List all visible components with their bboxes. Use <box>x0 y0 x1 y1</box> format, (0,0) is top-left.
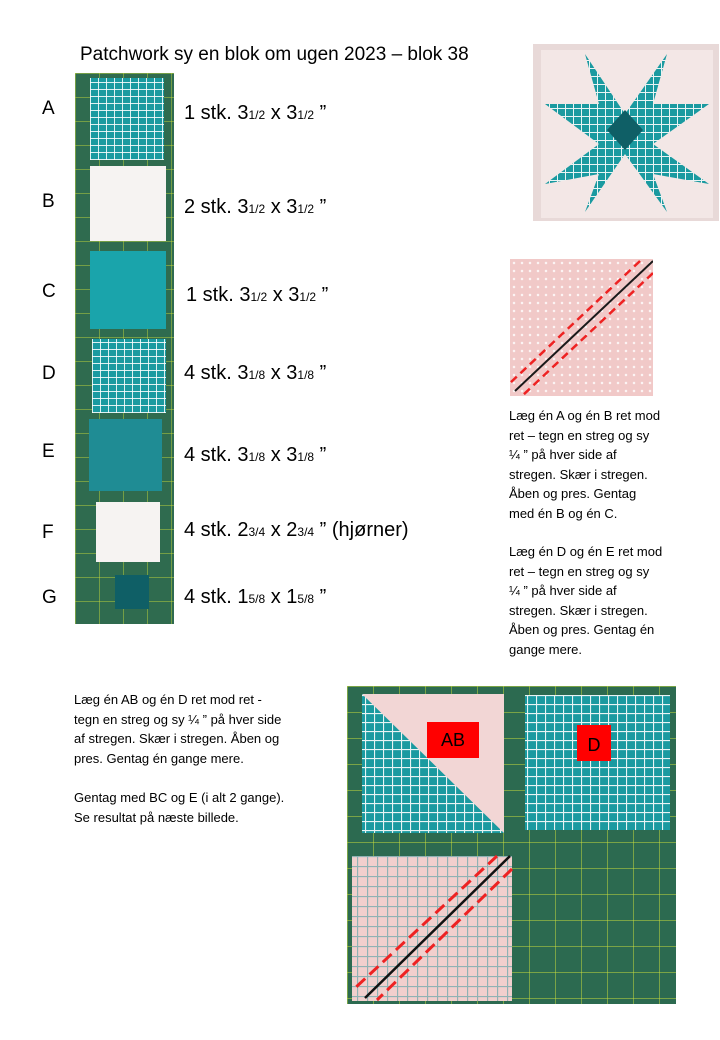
spec-qty: 4 stk. 3 <box>184 362 249 384</box>
spec-a <box>184 102 326 125</box>
spec-x: x 3 <box>265 196 298 218</box>
instruction-ab-bc: Læg én A og én B ret mod ret – tegn en streg og sy ¼ ” på hver side af stregen. Skær i stregen. Åben og pres. Gentag med én B og én C. <box>509 408 661 521</box>
spec-fraction: 1/2 <box>297 108 315 122</box>
spec-fraction: 1/8 <box>248 450 266 464</box>
finished-block-photo <box>533 44 719 221</box>
spec-fraction: 1/2 <box>299 290 317 304</box>
fabric-pieces <box>347 686 676 1004</box>
spec-g <box>184 586 326 609</box>
spec-tail: ” <box>314 196 327 218</box>
instruction-de: Læg én D og én E ret mod ret – tegn en streg og sy ¼ ” på hver side af stregen. Skær i stregen. Åben og pres. Gentag én gange mere. <box>509 544 663 657</box>
row-letter-f: F <box>42 522 54 543</box>
spec-tail: ” <box>314 102 327 124</box>
spec-tail: ” <box>314 444 327 466</box>
spec-x: x 3 <box>267 284 300 306</box>
star-block-illustration <box>533 44 719 221</box>
spec-x: x 3 <box>265 362 298 384</box>
row-letter-d: D <box>42 363 56 384</box>
instruction-repeat: Gentag med BC og E (i alt 2 gange). Se resultat på næste billede. <box>74 790 285 825</box>
spec-fraction: 5/8 <box>297 592 315 606</box>
row-letter-c: C <box>42 281 56 302</box>
swatch-d <box>92 339 166 413</box>
row-letter-b: B <box>42 191 55 212</box>
spec-x: x 3 <box>265 102 298 124</box>
label-d: D <box>577 725 611 761</box>
spec-fraction: 3/4 <box>297 525 315 539</box>
spec-qty: 1 stk. 3 <box>186 284 251 306</box>
spec-fraction: 1/8 <box>297 368 315 382</box>
spec-fraction: 5/8 <box>248 592 266 606</box>
swatch-f <box>96 502 160 562</box>
spec-fraction: 1/2 <box>248 202 266 216</box>
spec-fraction: 1/2 <box>248 108 266 122</box>
swatch-b <box>90 166 166 241</box>
spec-qty: 4 stk. 2 <box>184 519 249 541</box>
spec-fraction: 1/2 <box>297 202 315 216</box>
page-title: Patchwork sy en blok om ugen 2023 – blok 38 <box>80 44 469 65</box>
spec-qty: 4 stk. 1 <box>184 586 249 608</box>
spec-qty: 1 stk. 3 <box>184 102 249 124</box>
spec-b <box>184 196 326 219</box>
spec-d <box>184 362 326 385</box>
swatch-a <box>90 78 164 160</box>
ab-d-photo <box>347 686 676 1004</box>
spec-x: x 3 <box>265 444 298 466</box>
spec-fraction: 3/4 <box>248 525 266 539</box>
swatch-e <box>89 419 162 491</box>
spec-tail: ” <box>314 362 327 384</box>
instruction-ab-d: Læg én AB og én D ret mod ret - tegn en streg og sy ¼ ” på hver side af stregen. Skær i stregen. Åben og pres. Gentag én gange mere. <box>74 692 282 766</box>
hst-marking-photo <box>510 259 653 396</box>
spec-fraction: 1/2 <box>250 290 268 304</box>
spec-qty: 4 stk. 3 <box>184 444 249 466</box>
spec-f <box>184 519 409 542</box>
row-letter-g: G <box>42 587 57 608</box>
spec-tail: ” <box>314 586 327 608</box>
fabric-swatches-photo <box>75 73 174 624</box>
spec-fraction: 1/8 <box>297 450 315 464</box>
spec-c <box>186 284 328 307</box>
spec-fraction: 1/8 <box>248 368 266 382</box>
spec-e <box>184 444 326 467</box>
spec-x: x 1 <box>265 586 298 608</box>
row-letter-e: E <box>42 441 55 462</box>
spec-tail: ” <box>316 284 329 306</box>
swatch-g <box>115 575 149 609</box>
sewing-lines <box>510 259 653 396</box>
spec-qty: 2 stk. 3 <box>184 196 249 218</box>
label-ab: AB <box>427 722 479 758</box>
row-letter-a: A <box>42 98 55 119</box>
spec-x: x 2 <box>265 519 298 541</box>
spec-tail: ” (hjørner) <box>314 519 409 541</box>
swatch-c <box>90 251 166 329</box>
